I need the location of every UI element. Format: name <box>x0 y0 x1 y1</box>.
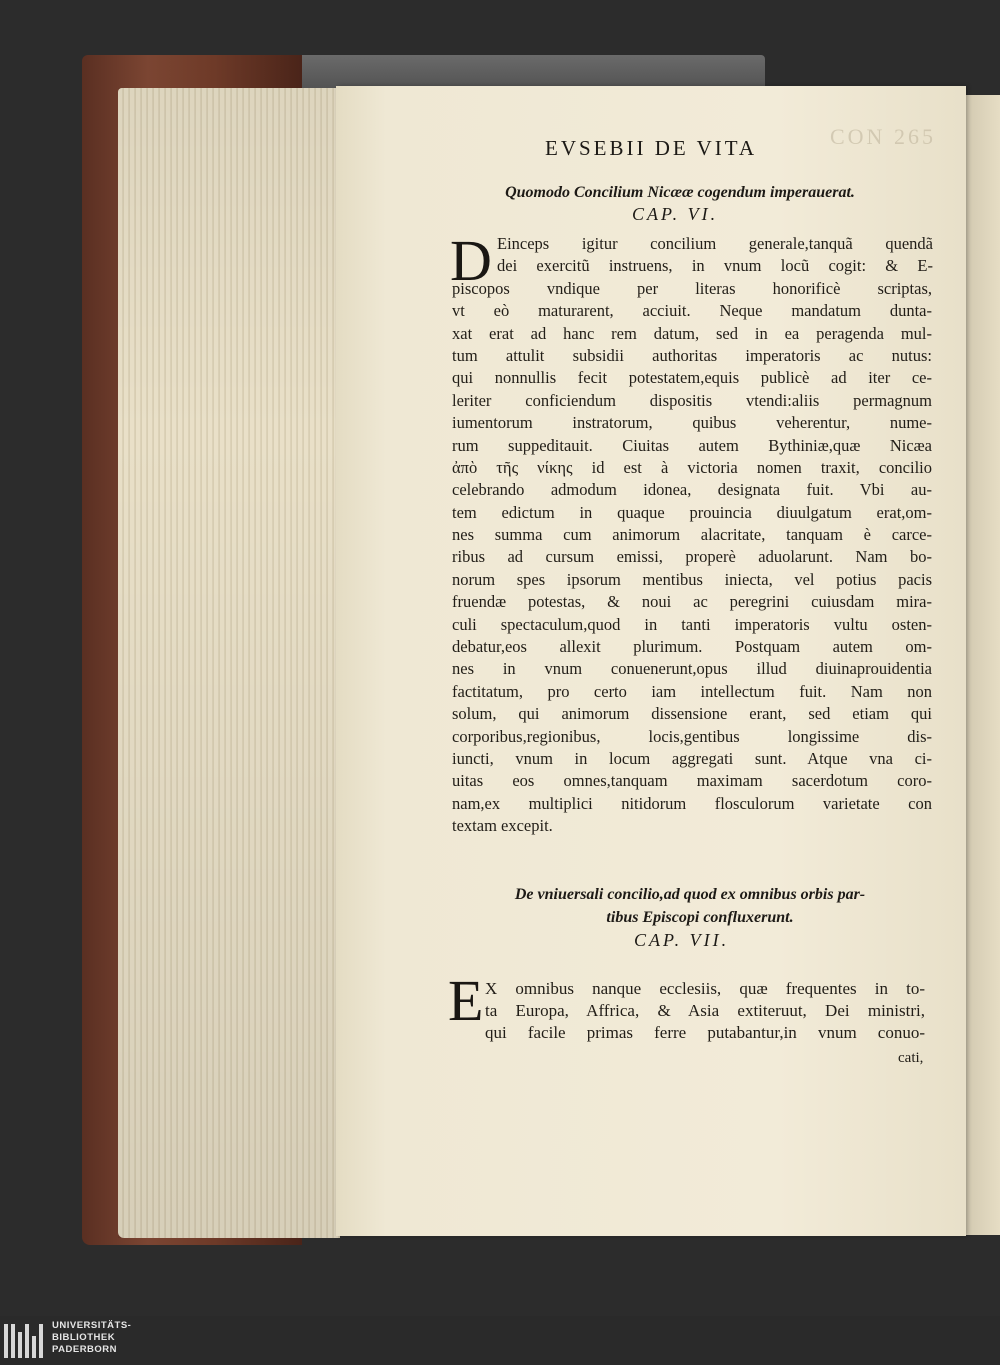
text-line: celebrando admodum idonea, designata fuit. Vbi au- <box>452 480 932 500</box>
logo-line: UNIVERSITÄTS- <box>52 1320 132 1331</box>
chapter6-title: Quomodo Concilium Nicææ cogendum imperauerat. <box>505 184 855 201</box>
chapter7-title-line2: tibus Episcopi confluxerunt. <box>606 909 794 926</box>
chapter7-text <box>485 978 925 1044</box>
text-line: debatur,eos allexit plurimum. Postquam autem om- <box>452 637 932 657</box>
text-line: ἀπὸ τῆς νίκης id est à victoria nomen traxit, concilio <box>452 457 932 477</box>
text-line: leriter conficiendum dispositis vtendi:aliis permagnum <box>452 390 932 410</box>
text-line: dei exercitũ instruens, in vnum locũ cogit: & E- <box>497 256 933 276</box>
text-line: ta Europa, Affrica, & Asia extiteruut, Dei ministri, <box>485 1001 925 1020</box>
library-logo-icon <box>4 1324 44 1358</box>
text-line: piscopos vndique per literas honorificè scriptas, <box>452 278 932 298</box>
chapter7-dropcap: E <box>448 968 484 1033</box>
text-line: factitatum, pro certo iam intellectum fuit. Nam non <box>452 681 932 701</box>
text-line: iuncti, vnum in locum aggregati sunt. Atque vna ci- <box>452 749 932 768</box>
text-line: fruendæ potestas, & noui ac peregrini cuiusdam mira- <box>452 592 932 612</box>
text-line: tem edictum in quaque prouincia diuulgatum erat,om- <box>452 502 932 522</box>
text-line: Einceps igitur concilium generale,tanquã quendã <box>497 234 933 253</box>
text-line: corporibus,regionibus, locis,gentibus longissime dis- <box>452 726 932 746</box>
chapter6-dropcap: D <box>450 228 492 293</box>
chapter6-text-continued <box>452 278 932 838</box>
catchword: cati, <box>898 1050 924 1066</box>
text-line: xat erat ad hanc rem datum, sed in ea peragenda mul- <box>452 323 932 343</box>
text-line: nam,ex multiplici nitidorum flosculorum varietate con <box>452 793 932 813</box>
text-line: ribus ad cursum emissi, properè aduolarunt. Nam bo- <box>452 547 932 567</box>
text-line: textam excepit. <box>452 816 553 836</box>
text-line: nes in vnum conuenerunt,opus illud diuinaprouidentia <box>452 659 932 679</box>
library-logo-text <box>52 1320 131 1356</box>
page-fore-edge-shade <box>118 88 340 1238</box>
logo-line: BIBLIOTHEK <box>52 1332 116 1343</box>
text-line: nes summa cum animorum alacritate, tanquam è carce- <box>452 525 932 545</box>
text-line: uitas eos omnes,tanquam maximam sacerdotum coro- <box>452 771 932 791</box>
text-line: vt eò maturarent, acciuit. Neque mandatum dunta- <box>452 301 932 321</box>
text-line: tum attulit subsidii authoritas imperatoris ac nutus: <box>452 345 932 365</box>
logo-line: PADERBORN <box>52 1344 118 1355</box>
chapter6-cap: CAP. VI. <box>632 204 719 224</box>
text-line: rum suppeditauit. Ciuitas autem Bythiniæ,quæ Nicæa <box>452 435 932 455</box>
text-line: norum spes ipsorum mentibus iniecta, vel potius pacis <box>452 569 932 589</box>
text-line: X omnibus nanque ecclesiis, quæ frequentes in to- <box>485 979 925 998</box>
running-head: EVSEBII DE VITA <box>545 136 758 160</box>
footer-bar <box>0 1316 1000 1365</box>
chapter7-cap: CAP. VII. <box>634 930 730 950</box>
facing-page-edge <box>960 95 1000 1235</box>
chapter6-text <box>497 233 933 278</box>
text-line: solum, qui animorum dissensione erant, sed etiam qui <box>452 704 932 724</box>
text-line: qui nonnullis fecit potestatem,equis publicè ad iter ce- <box>452 368 932 388</box>
show-through-text: CON 265 <box>830 124 936 149</box>
text-line: culi spectaculum,quod in tanti imperatoris vultu osten- <box>452 614 932 634</box>
text-line: iumentorum instratorum, quibus veherentur, nume- <box>452 413 932 433</box>
text-line: qui facile primas ferre putabantur,in vnum conuo- <box>485 1023 925 1042</box>
chapter7-title-line1: De vniuersali concilio,ad quod ex omnibus orbis par- <box>514 886 866 903</box>
